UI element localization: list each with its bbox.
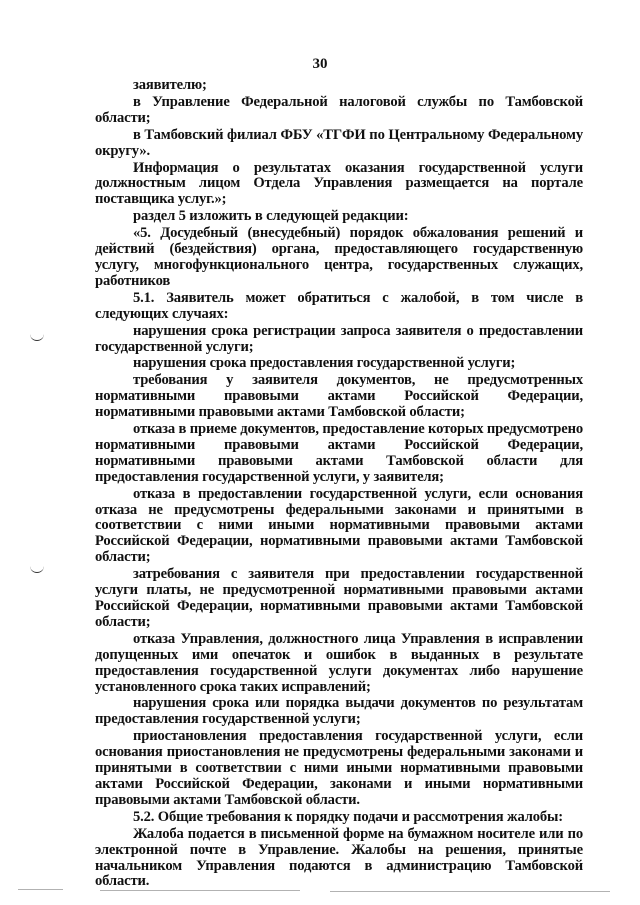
paragraph: отказа Управления, должностного лица Управления в исправлении допущенных ими опечаток и ошибок в выданных в результате предоставления государственной услуги документах либо нарушение установленного срока таких исправлений; — [95, 630, 583, 695]
paragraph: Информация о результатах оказания государственной услуги должностным лицом Отдела Управления размещается на портале поставщика услуг.»; — [95, 159, 583, 208]
paragraph: 5.1. Заявитель может обратиться с жалобой, в том числе в следующих случаях: — [95, 289, 583, 322]
paragraph: 5.2. Общие требования к порядку подачи и рассмотрения жалобы: — [133, 808, 564, 825]
paragraph: отказа в приеме документов, предоставление которых предусмотрено нормативными правовыми актами Российской Федерации, нормативными правовыми актами Тамбовской области для предоставления государственной услуги, у заявителя; — [95, 421, 583, 485]
page-number: 30 — [312, 56, 328, 72]
paragraph: заявителю; — [133, 77, 207, 93]
paragraph: «5. Досудебный (внесудебный) порядок обжалования решений и действий (бездействия) органа, предоставляющего государственную услугу, многофункционального центра, государственных служащих, работников — [95, 225, 583, 289]
paragraph: Жалоба подается в письменной форме на бумажном носителе или по электронной почте в Управление. Жалобы на решения, принятые начальником Управления подаются в администрацию Тамбовской области. — [95, 825, 583, 890]
margin-mark — [30, 566, 44, 573]
paragraph: в Тамбовский филиал ФБУ «ТГФИ по Центральному Федеральному округу». — [95, 126, 583, 159]
paragraph: нарушения срока регистрации запроса заявителя о предоставлении государственной услуги; — [95, 322, 583, 355]
paragraph: требования у заявителя документов, не предусмотренных нормативными правовыми актами Российской Федерации, нормативными правовыми актами Тамбовской области; — [95, 372, 583, 421]
paragraph: затребования с заявителя при предоставлении государственной услуги платы, не предусмотренной нормативными правовыми актами Российской Федерации, нормативными правовыми актами Тамбовской области; — [95, 566, 583, 630]
paragraph: раздел 5 изложить в следующей редакции: — [133, 208, 409, 225]
document-body — [95, 78, 583, 891]
scan-artifact — [330, 891, 610, 892]
paragraph: в Управление Федеральной налоговой службы по Тамбовской области; — [95, 93, 583, 126]
paragraph: нарушения срока предоставления государственной услуги; — [133, 355, 516, 372]
paragraph: приостановления предоставления государственной услуги, если основания приостановления не предусмотрены федеральными законами и принятыми в соответствии с ними иными нормативными правовыми актами Российской Федерации, законами и иными нормативными правовыми актами Тамбовской области. — [95, 728, 583, 808]
paragraph: нарушения срока или порядка выдачи документов по результатам предоставления государственной услуги; — [95, 695, 583, 728]
scan-artifact — [18, 889, 63, 890]
paragraph: отказа в предоставлении государственной услуги, если основания отказа не предусмотрены федеральными законами и принятыми в соответствии с ними иными нормативными правовыми актами Российской Федерации, нормативными правовыми актами Тамбовской области; — [95, 485, 583, 566]
margin-mark — [30, 334, 44, 341]
scan-artifact — [100, 890, 300, 891]
